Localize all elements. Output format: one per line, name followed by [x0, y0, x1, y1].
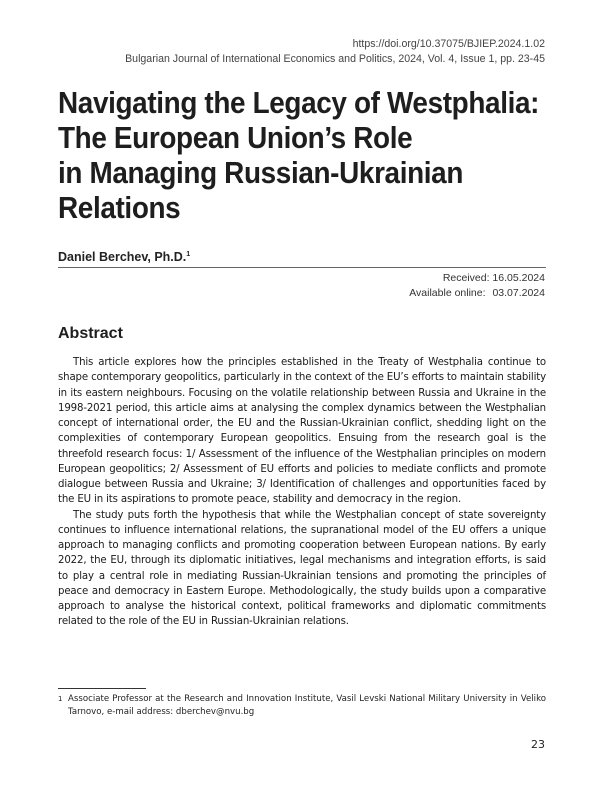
author-name: Daniel Berchev, Ph.D.	[58, 250, 187, 264]
title-line: in Managing Russian-Ukrainian	[58, 155, 464, 190]
abstract-body	[58, 355, 546, 630]
abstract-paragraph: This article explores how the principles established in the Treaty of Westphalia continue to shape contemporary geopolitics, particularly in the context of the EU’s efforts to maintain stability in its eastern neighbours. Focusing on the volatile relationship between Russia and Ukraine in the 1998-2021 period, this article aims at analysing the complex dynamics between the Westphalian concept of international order, the EU and the Russian-Ukrainian conflict, shedding light on the complexities of contemporary European geopolitics. Ensuing from the research goal is the threefold research focus: 1/ Assessment of the influence of the Westphalian principles on modern European geopolitics; 2/ Assessment of EU efforts and policies to mediate conflicts and promote dialogue between Russia and Ukraine; 3/ Identification of challenges and opportunities faced by the EU in its aspirations to promote peace, stability and democracy in the region.	[58, 357, 546, 506]
available-online-label: Available online:	[409, 287, 486, 299]
title-line: Relations	[58, 190, 181, 225]
abstract-paragraph: The study puts forth the hypothesis that while the Westphalian concept of state sovereignty continues to influence international relations, the supranational model of the EU offers a unique approach to managing conflicts and promoting cooperation between European nations. By early 2022, the EU, through its diplomatic initiatives, legal mechanisms and integration efforts, is said to play a central role in mediating Russian-Ukrainian tensions and promoting the principles of peace and democracy in Eastern Europe. Methodologically, the study builds upon a comparative approach to analyse the historical context, political frameworks and diplomatic commitments related to the role of the EU in Russian-Ukrainian relations.	[58, 509, 546, 628]
page-number: 23	[531, 738, 545, 751]
received-date: Received: 16.05.2024	[442, 272, 545, 284]
title-line: The European Union’s Role	[58, 120, 413, 155]
article-dates	[245, 271, 545, 301]
doi-link[interactable]: https://doi.org/10.37075/BJIEP.2024.1.02	[352, 38, 545, 50]
abstract-heading: Abstract	[58, 325, 123, 342]
title-line: Navigating the Legacy of Westphalia:	[58, 85, 540, 120]
author-footnote-mark[interactable]: 1	[186, 250, 191, 258]
available-online-date	[245, 286, 545, 301]
footnote-text: Associate Professor at the Research and Innovation Institute, Vasil Levski National Military University in Veliko Tarnovo, e-mail address: dberchev@nvu.bg	[68, 694, 546, 717]
author-line	[58, 250, 546, 268]
journal-citation: Bulgarian Journal of International Economics and Politics, 2024, Vol. 4, Issue 1, pp. 23-45	[125, 53, 545, 65]
footnote-mark: 1	[58, 695, 63, 703]
article-title	[58, 85, 540, 225]
article-header-meta	[45, 37, 545, 67]
footnote-divider	[58, 688, 146, 689]
footnote	[58, 693, 546, 719]
available-online-value: 03.07.2024	[492, 287, 545, 299]
